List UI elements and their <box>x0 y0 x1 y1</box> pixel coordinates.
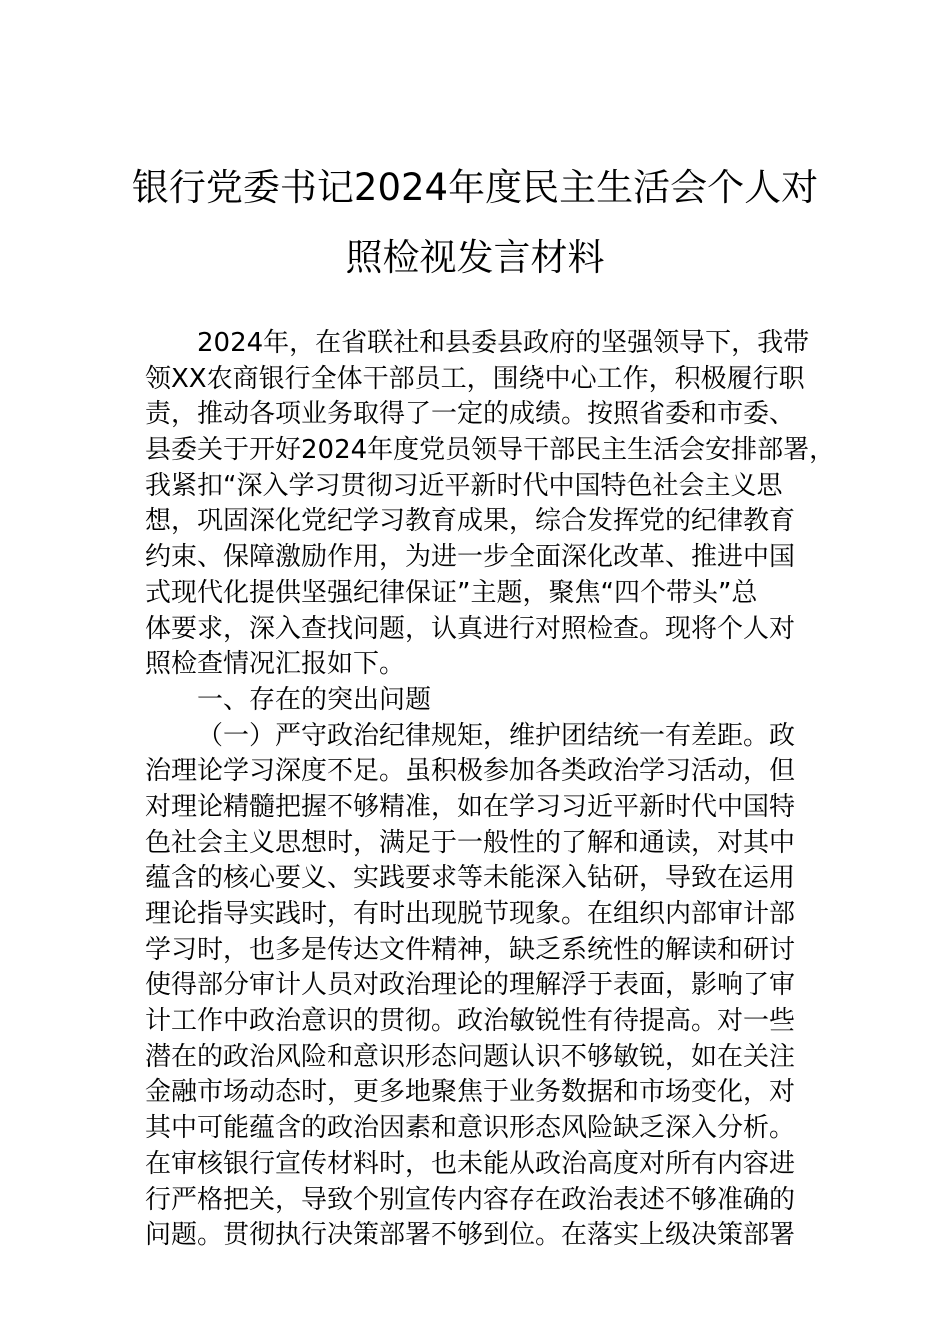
paragraph-line: 蕴含的核心要义、实践要求等未能深入钻研，导致在运用 <box>145 863 796 894</box>
paragraph-line: 2024年，在省联社和县委县政府的坚强领导下，我带 <box>197 328 810 358</box>
paragraph-line: 式现代化提供坚强纪律保证”主题，聚焦“四个带头”总 <box>145 577 758 608</box>
document-body <box>145 326 835 1254</box>
paragraph-line: 领XX农商银行全体干部员工，围绕中心工作，积极履行职 <box>145 363 805 394</box>
paragraph-line: 学习时，也多是传达文件精神，缺乏系统性的解读和研讨 <box>145 934 796 965</box>
paragraph-line: 其中可能蕴含的政治因素和意识形态风险缺乏深入分析。 <box>145 1113 796 1144</box>
paragraph-line: 行严格把关，导致个别宣传内容存在政治表述不够准确的 <box>145 1184 796 1215</box>
paragraph-line: 治理论学习深度不足。虽积极参加各类政治学习活动，但 <box>145 756 796 787</box>
paragraph-line: 县委关于开好2024年度党员领导干部民主生活会安排部署， <box>145 435 836 466</box>
paragraph-line: 色社会主义思想时，满足于一般性的了解和通读，对其中 <box>145 827 796 858</box>
paragraph-line: 在审核银行宣传材料时，也未能从政治高度对所有内容进 <box>145 1148 796 1179</box>
paragraph-line: 体要求，深入查找问题，认真进行对照检查。现将个人对 <box>145 613 796 644</box>
paragraph-line: 对理论精髓把握不够精准，如在学习习近平新时代中国特 <box>145 791 796 822</box>
paragraph-line: 想，巩固深化党纪学习教育成果，综合发挥党的纪律教育 <box>145 506 796 537</box>
paragraph-line: 计工作中政治意识的贯彻。政治敏锐性有待提高。对一些 <box>145 1006 796 1037</box>
paragraph-line: 责，推动各项业务取得了一定的成绩。按照省委和市委、 <box>145 399 796 430</box>
paragraph-line: 金融市场动态时，更多地聚焦于业务数据和市场变化，对 <box>145 1077 796 1108</box>
paragraph-line: 使得部分审计人员对政治理论的理解浮于表面，影响了审 <box>145 970 796 1001</box>
document-title-line-1: 银行党委书记2024年度民主生活会个人对 <box>131 166 819 209</box>
paragraph-line: 潜在的政治风险和意识形态问题认识不够敏锐，如在关注 <box>145 1041 796 1072</box>
paragraph-line: 约束、保障激励作用，为进一步全面深化改革、推进中国 <box>145 542 796 573</box>
paragraph-line: 我紧扣“深入学习贯彻习近平新时代中国特色社会主义思 <box>145 470 783 501</box>
paragraph-line: 照检查情况汇报如下。 <box>145 649 406 680</box>
document-title-line-2: 照检视发言材料 <box>345 236 605 279</box>
paragraph-line: 理论指导实践时，有时出现脱节现象。在组织内部审计部 <box>145 899 796 929</box>
section-heading: 一、存在的突出问题 <box>197 684 432 715</box>
paragraph-line: 问题。贯彻执行决策部署不够到位。在落实上级决策部署 <box>145 1220 796 1251</box>
paragraph-line: （一）严守政治纪律规矩，维护团结统一有差距。政 <box>197 720 796 751</box>
